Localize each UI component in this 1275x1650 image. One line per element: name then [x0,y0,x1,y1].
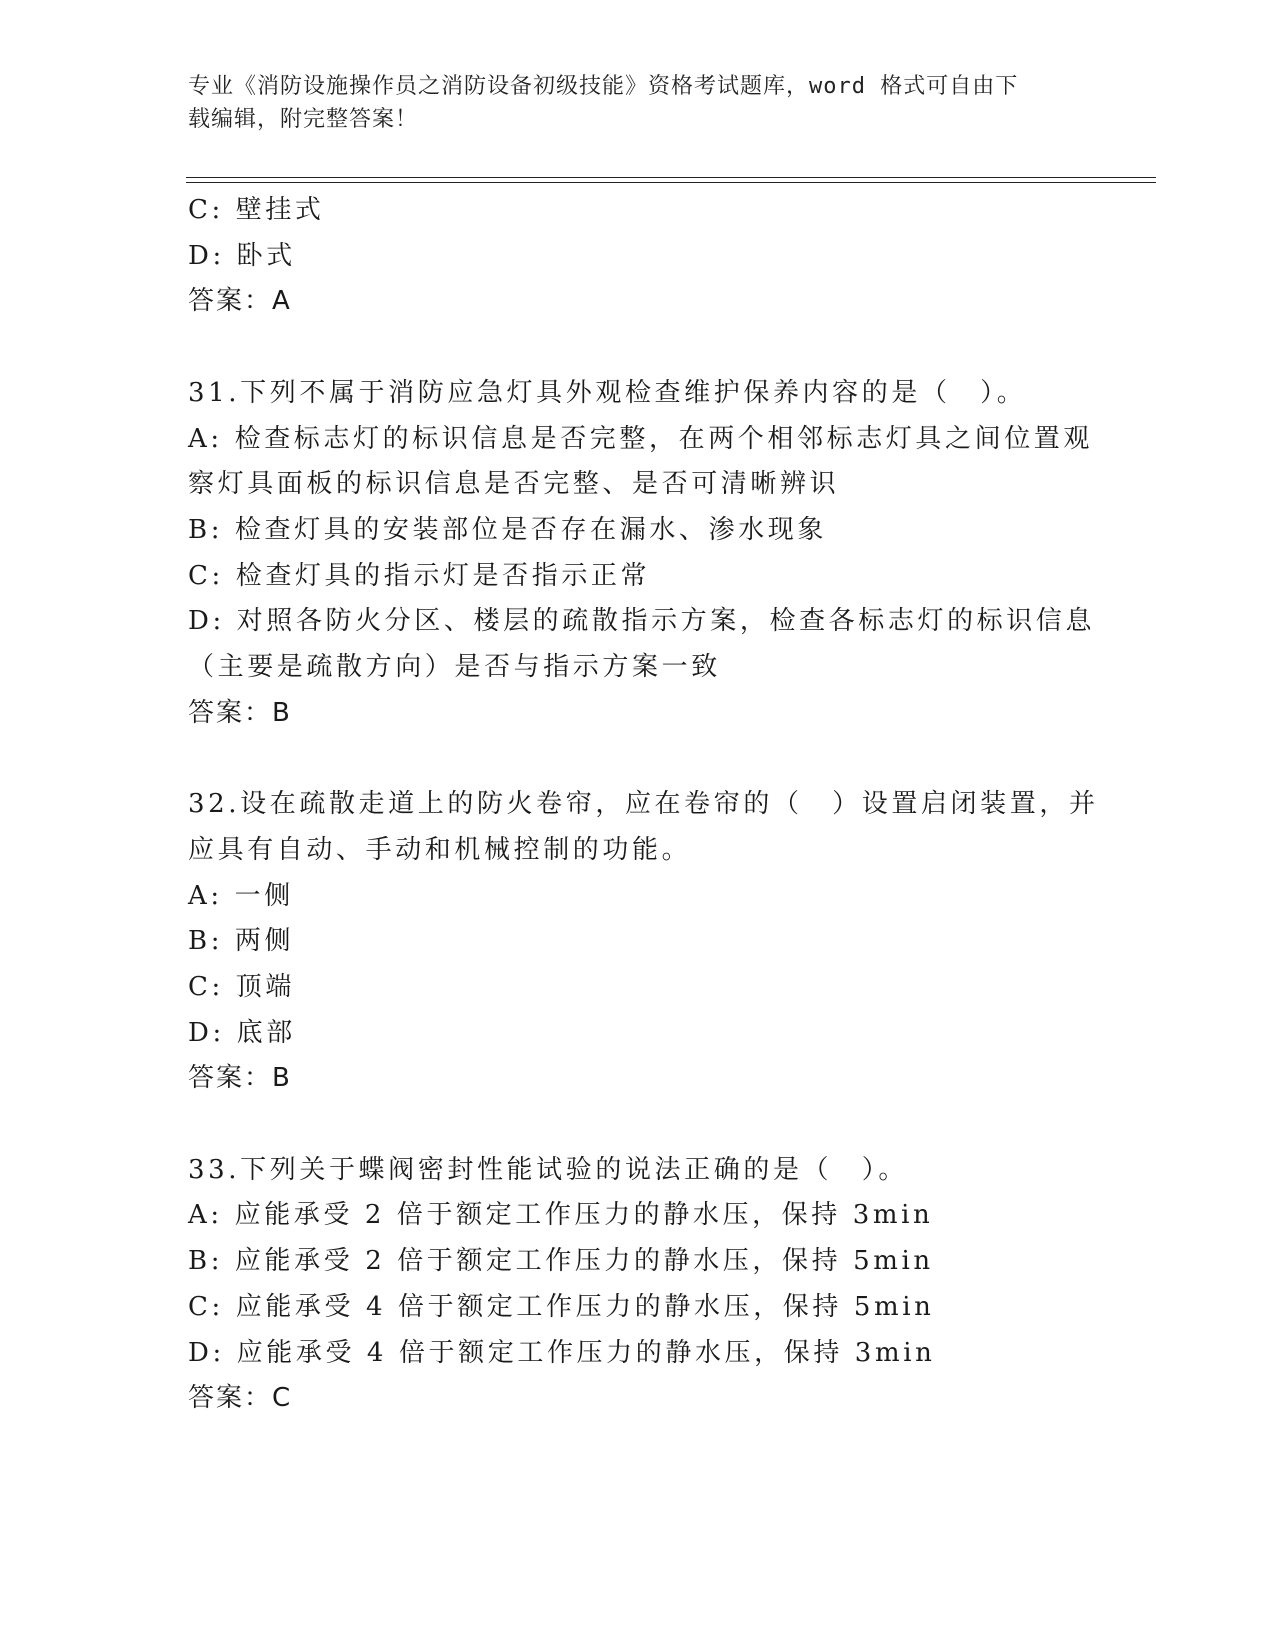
option-d: D: 底部 [188,1017,296,1048]
option-b: B: 应能承受 2 倍于额定工作压力的静水压，保持 5min [188,1246,934,1277]
header-line-2: 载编辑，附完整答案！ [188,107,419,132]
question-32 [188,782,1099,1102]
previous-question-tail [188,188,1088,325]
option-a: A: 一侧 [188,880,294,911]
option-a: A: 检查标志灯的标识信息是否完整，在两个相邻标志灯具之间位置观 [188,423,1094,454]
question-stem-continued: 应具有自动、手动和机械控制的功能。 [188,834,692,865]
page-header [188,70,1068,136]
answer: 答案：C [188,1383,293,1414]
option-d: D: 应能承受 4 倍于额定工作压力的静水压，保持 3min [188,1337,936,1368]
header-divider-bottom [186,182,1156,183]
option-c: C: 应能承受 4 倍于额定工作压力的静水压，保持 5min [188,1291,935,1322]
answer: 答案：B [188,1063,292,1094]
question-33 [188,1148,1088,1422]
option-d: D: 卧式 [188,240,296,271]
question-31 [188,371,1096,737]
spacer [188,325,1088,371]
option-b: B: 两侧 [188,926,295,957]
header-line-1: 专业《消防设施操作员之消防设备初级技能》资格考试题库，word 格式可自由下 [188,74,1019,99]
question-stem: 31.下列不属于消防应急灯具外观检查维护保养内容的是（ ）。 [188,377,1027,408]
option-c: C: 检查灯具的指示灯是否指示正常 [188,560,651,591]
option-a: A: 应能承受 2 倍于额定工作压力的静水压，保持 3min [188,1200,934,1231]
option-b: B: 检查灯具的安装部位是否存在漏水、渗水现象 [188,514,827,545]
question-stem: 33.下列关于蝶阀密封性能试验的说法正确的是（ ）。 [188,1154,908,1185]
option-c: C: 顶端 [188,971,295,1002]
option-a-continued: 察灯具面板的标识信息是否完整、是否可清晰辨识 [188,469,840,500]
answer: 答案：A [188,286,292,317]
header-divider-top [186,177,1156,178]
option-c: C: 壁挂式 [188,195,325,225]
option-d: D: 对照各防火分区、楼层的疏散指示方案，检查各标志灯的标识信息 [188,606,1096,637]
answer: 答案：B [188,697,292,728]
question-stem: 32.设在疏散走道上的防火卷帘，应在卷帘的（ ）设置启闭装置，并 [188,789,1099,820]
question-content [188,188,1099,1422]
spacer [188,736,1088,782]
option-d-continued: （主要是疏散方向）是否与指示方案一致 [188,652,721,683]
spacer [188,1102,1088,1148]
